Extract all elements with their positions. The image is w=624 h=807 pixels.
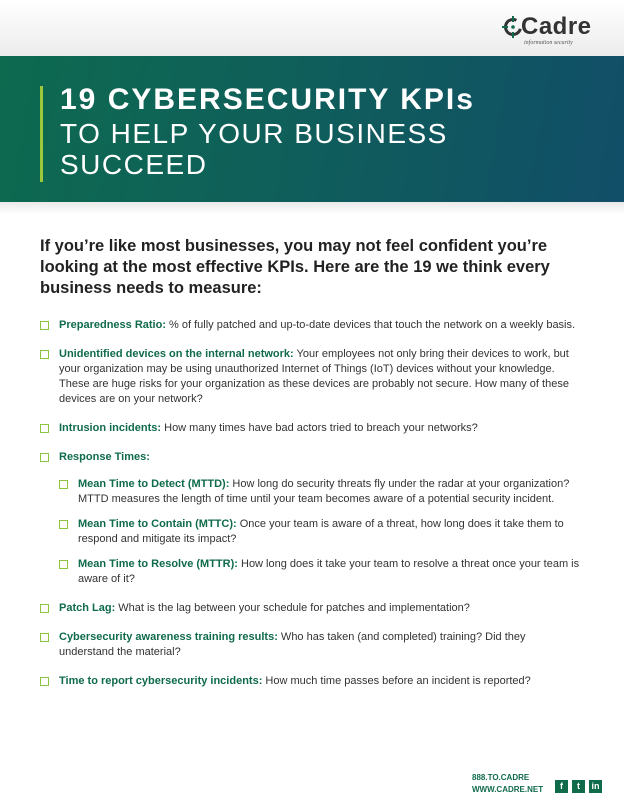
kpi-item-awareness-training bbox=[40, 630, 580, 660]
kpi-item-mttr bbox=[59, 557, 580, 587]
kpi-item-response-times bbox=[40, 450, 580, 465]
kpi-description: How long do security threats fly under the radar at your organization? MTTD measures the length of time until your team becomes aware of a potential security incident. bbox=[78, 478, 570, 505]
linkedin-icon[interactable]: in bbox=[589, 780, 602, 793]
intro-paragraph: If you’re like most businesses, you may not feel confident you’re looking at the most effective KPIs. Here are the 19 we think every business needs to measure: bbox=[40, 237, 550, 297]
checkbox-icon[interactable] bbox=[40, 321, 49, 330]
kpi-label: Preparedness Ratio: bbox=[59, 319, 166, 331]
facebook-icon[interactable]: f bbox=[555, 780, 568, 793]
kpi-description: How long does it take your team to resolve a threat once your team is aware of it? bbox=[78, 558, 580, 585]
banner-subtitle: TO HELP YOUR BUSINESS SUCCEED bbox=[60, 118, 448, 180]
kpi-label: Response Times: bbox=[59, 451, 150, 463]
checkbox-icon[interactable] bbox=[59, 480, 68, 489]
kpi-description: Who has taken (and completed) training? Did they understand the material? bbox=[59, 631, 526, 658]
footer-contact bbox=[472, 772, 543, 796]
title-banner bbox=[0, 56, 624, 202]
kpi-label: Mean Time to Detect (MTTD): bbox=[78, 478, 230, 490]
banner-title: 19 CYBERSECURITY KPIs bbox=[60, 83, 475, 116]
kpi-label: Intrusion incidents: bbox=[59, 422, 162, 434]
kpi-item-time-to-report bbox=[40, 674, 580, 689]
checkbox-icon[interactable] bbox=[40, 633, 49, 642]
checkbox-icon[interactable] bbox=[59, 520, 68, 529]
checkbox-icon[interactable] bbox=[40, 677, 49, 686]
kpi-item-unidentified-devices bbox=[40, 347, 580, 407]
kpi-item-patch-lag bbox=[40, 601, 580, 616]
footer-phone[interactable]: 888.TO.CADRE bbox=[472, 773, 530, 782]
kpi-description: Once your team is aware of a threat, how long does it take them to respond and mitigate its impact? bbox=[78, 518, 564, 545]
kpi-label: Cybersecurity awareness training results: bbox=[59, 631, 278, 643]
banner-shadow bbox=[0, 202, 624, 214]
kpi-label: Mean Time to Contain (MTTC): bbox=[78, 518, 237, 530]
twitter-icon[interactable]: t bbox=[572, 780, 585, 793]
kpi-item-intrusion-incidents bbox=[40, 421, 580, 436]
kpi-label: Mean Time to Resolve (MTTR): bbox=[78, 558, 238, 570]
footer-website-link[interactable]: WWW.CADRE.NET bbox=[472, 785, 544, 794]
kpi-description: % of fully patched and up-to-date devices that touch the network on a weekly basis. bbox=[165, 319, 576, 331]
kpi-checklist bbox=[40, 318, 580, 703]
checkbox-icon[interactable] bbox=[40, 424, 49, 433]
kpi-label: Time to report cybersecurity incidents: bbox=[59, 675, 263, 687]
kpi-description: How much time passes before an incident is reported? bbox=[262, 675, 531, 687]
kpi-description: Your employees not only bring their devices to work, but your organization may be using unauthorized Internet of Things (IoT) devices without your knowledge. These are huge risks for your organization as these devices are probably not secure. How many of these devices are on your network? bbox=[59, 348, 569, 405]
kpi-item-mttc bbox=[59, 517, 580, 547]
kpi-label: Unidentified devices on the internal network: bbox=[59, 348, 294, 360]
checkbox-icon[interactable] bbox=[40, 604, 49, 613]
kpi-label: Patch Lag: bbox=[59, 602, 116, 614]
kpi-description: What is the lag between your schedule for patches and implementation? bbox=[115, 602, 470, 614]
checkbox-icon[interactable] bbox=[59, 560, 68, 569]
cadre-logo[interactable] bbox=[502, 14, 592, 50]
kpi-item-preparedness-ratio bbox=[40, 318, 580, 333]
logo-wordmark: Cadre bbox=[521, 13, 592, 40]
banner-accent-rule bbox=[40, 86, 43, 182]
kpi-description: How many times have bad actors tried to breach your networks? bbox=[161, 422, 478, 434]
kpi-item-mttd bbox=[59, 477, 580, 507]
checkbox-icon[interactable] bbox=[40, 350, 49, 359]
logo-tagline: information security bbox=[524, 40, 573, 46]
checkbox-icon[interactable] bbox=[40, 453, 49, 462]
header-bar bbox=[0, 0, 624, 56]
